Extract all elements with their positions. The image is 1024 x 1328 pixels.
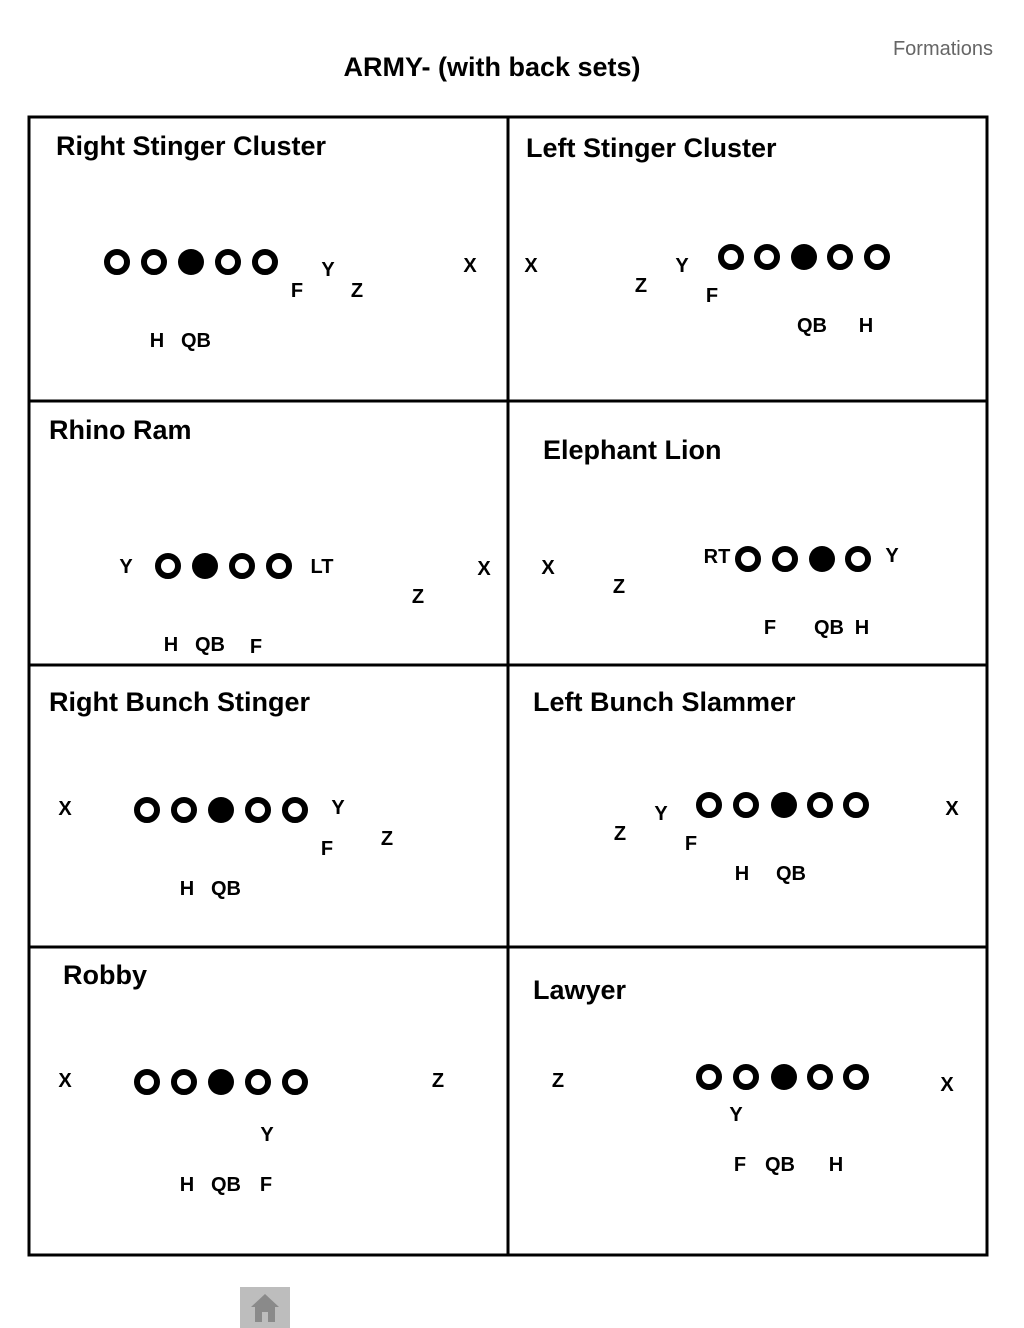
center-marker — [178, 249, 204, 275]
player-label: X — [524, 255, 538, 277]
player-label: QB — [765, 1154, 795, 1176]
lineman-marker — [158, 556, 178, 576]
player-label: H — [149, 330, 165, 352]
player-label: H — [858, 315, 874, 337]
player-label: H — [163, 634, 179, 656]
center-marker — [771, 1064, 797, 1090]
player-label: F — [249, 636, 263, 658]
player-label: QB — [211, 878, 241, 900]
lineman-marker — [285, 800, 305, 820]
player-label: Z — [613, 823, 627, 845]
lineman-marker — [736, 1067, 756, 1087]
section-label: Formations — [892, 38, 993, 60]
formation-title: Right Bunch Stinger — [49, 687, 310, 717]
formation-title: Lawyer — [533, 975, 627, 1005]
lineman-marker — [248, 1072, 268, 1092]
player-label: LT — [310, 556, 334, 578]
player-label: F — [733, 1154, 747, 1176]
player-label: Y — [321, 259, 335, 281]
lineman-marker — [255, 252, 275, 272]
player-label: Z — [350, 280, 364, 302]
player-label: Y — [260, 1124, 274, 1146]
player-label: Z — [380, 828, 394, 850]
lineman-marker — [867, 247, 887, 267]
lineman-marker — [137, 1072, 157, 1092]
player-label: X — [940, 1074, 954, 1096]
center-marker — [208, 1069, 234, 1095]
center-marker — [791, 244, 817, 270]
lineman-marker — [757, 247, 777, 267]
player-label: QB — [211, 1174, 241, 1196]
player-label: QB — [776, 863, 806, 885]
player-label: QB — [797, 315, 827, 337]
player-label: F — [259, 1174, 273, 1196]
lineman-marker — [144, 252, 164, 272]
center-marker — [771, 792, 797, 818]
player-label: Z — [612, 576, 626, 598]
lineman-marker — [232, 556, 252, 576]
lineman-marker — [830, 247, 850, 267]
player-label: Y — [331, 797, 345, 819]
player-label: F — [320, 838, 334, 860]
lineman-marker — [218, 252, 238, 272]
formation-title: Elephant Lion — [543, 435, 722, 465]
lineman-marker — [137, 800, 157, 820]
home-icon — [250, 1292, 280, 1324]
player-label: F — [705, 285, 719, 307]
page-title: ARMY- (with back sets) — [343, 52, 641, 82]
formation-title: Robby — [63, 960, 147, 990]
lineman-marker — [846, 1067, 866, 1087]
player-label: X — [58, 798, 72, 820]
lineman-marker — [699, 795, 719, 815]
lineman-marker — [848, 549, 868, 569]
lineman-marker — [107, 252, 127, 272]
player-label: Z — [551, 1070, 565, 1092]
formation-title: Left Stinger Cluster — [526, 133, 777, 163]
lineman-marker — [738, 549, 758, 569]
player-label: Y — [675, 255, 689, 277]
player-label: F — [763, 617, 777, 639]
player-label: H — [734, 863, 750, 885]
lineman-marker — [810, 795, 830, 815]
player-label: Y — [654, 803, 668, 825]
lineman-marker — [248, 800, 268, 820]
player-label: H — [854, 617, 870, 639]
player-label: X — [463, 255, 477, 277]
lineman-marker — [174, 1072, 194, 1092]
player-label: X — [541, 557, 555, 579]
formation-title: Left Bunch Slammer — [533, 687, 796, 717]
lineman-marker — [736, 795, 756, 815]
lineman-marker — [775, 549, 795, 569]
lineman-marker — [269, 556, 289, 576]
player-label: QB — [195, 634, 225, 656]
center-marker — [809, 546, 835, 572]
lineman-marker — [846, 795, 866, 815]
player-label: H — [828, 1154, 844, 1176]
center-marker — [192, 553, 218, 579]
player-label: QB — [814, 617, 844, 639]
player-label: F — [290, 280, 304, 302]
player-label: X — [945, 798, 959, 820]
player-label: H — [179, 878, 195, 900]
player-label: X — [58, 1070, 72, 1092]
player-label: Y — [885, 545, 899, 567]
player-label: QB — [181, 330, 211, 352]
lineman-marker — [285, 1072, 305, 1092]
player-label: X — [477, 558, 491, 580]
player-label: RT — [703, 546, 731, 568]
home-button[interactable] — [240, 1287, 290, 1328]
formation-title: Rhino Ram — [49, 415, 192, 445]
lineman-marker — [810, 1067, 830, 1087]
lineman-marker — [699, 1067, 719, 1087]
player-label: Z — [431, 1070, 445, 1092]
player-label: Y — [119, 556, 133, 578]
lineman-marker — [721, 247, 741, 267]
player-label: F — [684, 833, 698, 855]
player-label: H — [179, 1174, 195, 1196]
center-marker — [208, 797, 234, 823]
formation-title: Right Stinger Cluster — [56, 131, 327, 161]
player-label: Z — [634, 275, 648, 297]
player-label: Z — [411, 586, 425, 608]
player-label: Y — [729, 1104, 743, 1126]
lineman-marker — [174, 800, 194, 820]
